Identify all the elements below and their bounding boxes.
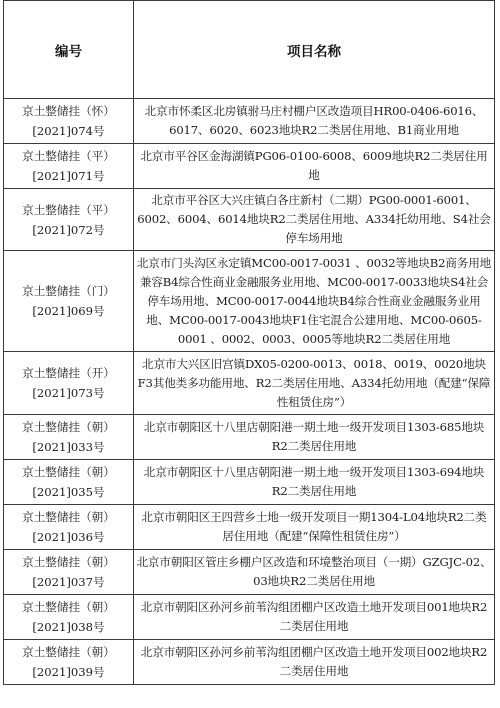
code-prefix: 京土整储挂（朝）	[22, 420, 115, 434]
project-name-cell: 北京市平谷区大兴庄镇白各庄新村（二期）PG00-0001-6001、6002、6004、6014地块R2二类居住用地、A334托幼用地、S4社会停车场用地	[134, 189, 495, 251]
table-row	[4, 460, 495, 505]
code-cell	[4, 550, 134, 595]
code-cell	[4, 352, 134, 415]
table-row	[4, 550, 495, 595]
project-name-cell: 北京市门头沟区永定镇MC00-0017-0031 、0032等地块B2商务用地兼容B4综合性商业金融服务业用地、MC00-0017-0033地块S4社会停车场用地、MC00-0017-0044地块B4综合性商业金融服务业用地、MC00-0017-0043地块F1住宅混合公建用地、MC00-0605-0001 、0002、0003、0005等地块R2二类居住用地	[134, 251, 495, 352]
code-number: [2021]072号	[32, 222, 105, 237]
code-number: [2021]038号	[32, 620, 105, 634]
code-prefix: 京土整储挂（朝）	[22, 465, 115, 479]
project-name-cell: 北京市平谷区金海湖镇PG06-0100-6008、6009地块R2二类居住用地	[134, 144, 495, 189]
code-prefix: 京土整储挂（平）	[22, 149, 115, 163]
table-row	[4, 352, 495, 415]
code-prefix: 京土整储挂（开）	[22, 366, 115, 380]
code-prefix: 京土整储挂（朝）	[22, 510, 115, 524]
project-name-cell: 北京市大兴区旧宫镇DX05-0200-0013、0018、0019、0020地块F3其他类多功能用地、R2二类居住用地、A334托幼用地（配建“保障性租赁住房”）	[134, 352, 495, 415]
table-row	[4, 144, 495, 189]
table-row	[4, 640, 495, 685]
table-header-row	[4, 1, 495, 99]
code-number: [2021]037号	[32, 575, 105, 589]
project-name-cell: 北京市朝阳区管庄乡棚户区改造和环境整治项目（一期）GZGJC-02、03地块R2二类居住用地	[134, 550, 495, 595]
table-row	[4, 415, 495, 460]
header-project-name: 项目名称	[134, 1, 495, 99]
code-cell	[4, 251, 134, 352]
project-name-cell: 北京市朝阳区王四营乡土地一级开发项目一期1304-L04地块R2二类居住用地（配建“保障性租赁住房”）	[134, 505, 495, 550]
table-row	[4, 251, 495, 352]
code-number: [2021]033号	[32, 440, 105, 454]
project-name-cell: 北京市怀柔区北房镇驸马庄村棚户区改造项目HR00-0406-6016、6017、6020、6023地块R2二类居住用地、B1商业用地	[134, 99, 495, 144]
code-prefix: 京土整储挂（朝）	[22, 555, 115, 569]
code-cell	[4, 415, 134, 460]
table-row	[4, 505, 495, 550]
code-cell	[4, 505, 134, 550]
table-row	[4, 595, 495, 640]
code-prefix: 京土整储挂（怀）	[22, 104, 115, 118]
code-number: [2021]039号	[32, 665, 105, 679]
code-prefix: 京土整储挂（门）	[22, 284, 115, 298]
code-number: [2021]071号	[32, 169, 105, 183]
land-parcel-table	[3, 0, 495, 685]
code-prefix: 京土整储挂（朝）	[22, 645, 115, 659]
table-row	[4, 189, 495, 251]
code-cell	[4, 640, 134, 685]
code-cell	[4, 99, 134, 144]
project-name-cell: 北京市朝阳区十八里店朝阳港一期土地一级开发项目1303-694地块R2二类居住用地	[134, 460, 495, 505]
code-number: [2021]036号	[32, 530, 105, 544]
code-number: [2021]069号	[32, 304, 105, 318]
code-cell	[4, 144, 134, 189]
table-row	[4, 99, 495, 144]
project-name-cell: 北京市朝阳区孙河乡前苇沟组团棚户区改造土地开发项目002地块R2二类居住用地	[134, 640, 495, 685]
code-cell	[4, 595, 134, 640]
code-number: [2021]035号	[32, 485, 105, 499]
header-code: 编号	[4, 1, 134, 99]
code-cell	[4, 189, 134, 251]
code-prefix: 京土整储挂（平）	[22, 202, 115, 217]
code-number: [2021]074号	[32, 124, 105, 138]
code-prefix: 京土整储挂（朝）	[22, 600, 115, 614]
code-cell	[4, 460, 134, 505]
project-name-cell: 北京市朝阳区孙河乡前苇沟组团棚户区改造土地开发项目001地块R2二类居住用地	[134, 595, 495, 640]
code-number: [2021]073号	[32, 386, 105, 400]
project-name-cell: 北京市朝阳区十八里店朝阳港一期土地一级开发项目1303-685地块R2二类居住用地	[134, 415, 495, 460]
